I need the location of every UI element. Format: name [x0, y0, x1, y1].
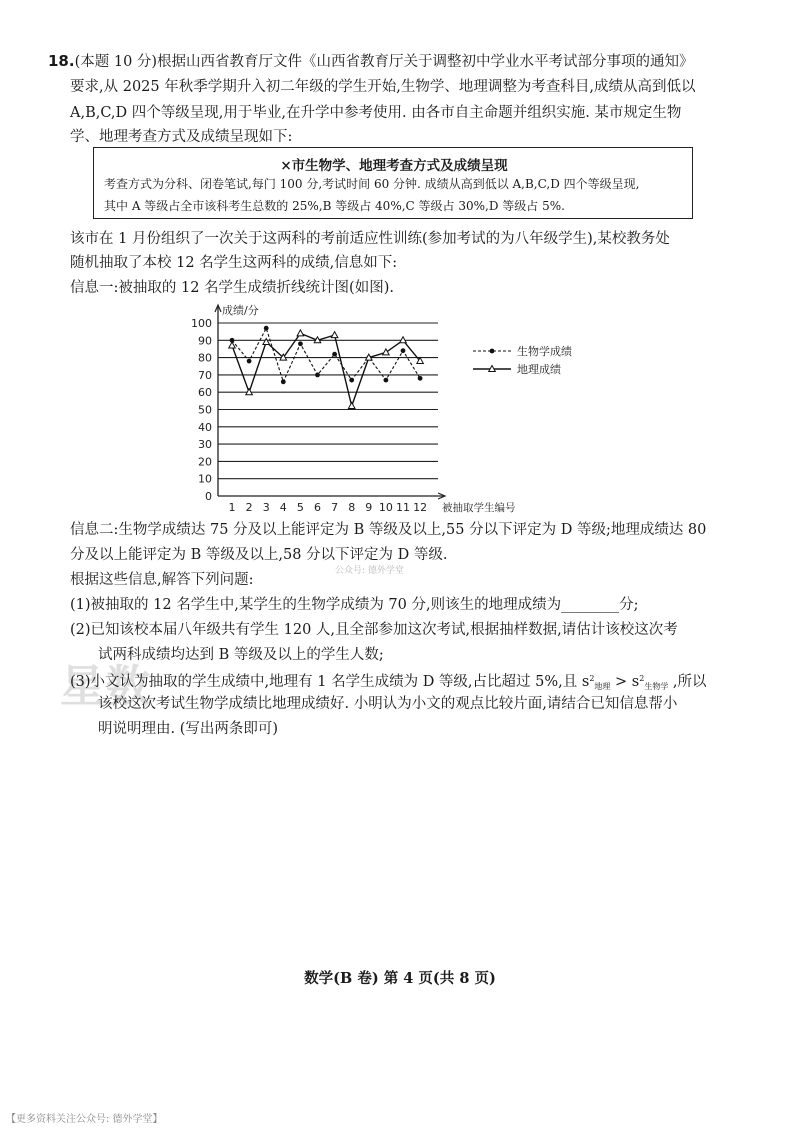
y-tick-label: 30	[198, 438, 212, 452]
subquestion-3-line-3: 明说明理由. (写出两条即可)	[98, 721, 279, 737]
x-tick-label: 6	[314, 501, 321, 514]
context-line-1: 该市在 1 月份组织了一次关于这两科的考前适应性训练(参加考试的为八年级学生),某校教务处	[70, 231, 670, 247]
rules-box-line-1: 考查方式为分科、闭卷笔试,每门 100 分,考试时间 60 分钟. 成绩从高到低以 A,B,C,D 四个等级呈现,	[104, 177, 640, 191]
y-tick-label: 70	[198, 368, 212, 382]
y-tick-label: 80	[198, 351, 212, 365]
subquestion-2-line-1: (2)已知该校本届八年级共有学生 120 人,且全部参加这次考试,根据抽样数据,请估计该校这次考	[70, 622, 678, 638]
data-point	[264, 326, 269, 331]
corner-note: 【更多资料关注公众号: 德外学堂】	[6, 1114, 163, 1125]
chart-grid	[218, 323, 438, 479]
data-point	[418, 376, 423, 381]
instruction-line: 根据这些信息,解答下列问题:	[70, 572, 254, 588]
watermark-logo: 星数	[60, 661, 152, 712]
x-tick-label: 9	[365, 501, 373, 514]
y-tick-label: 40	[198, 420, 212, 434]
y-tick-label: 0	[205, 490, 212, 503]
y-axis-label: 成绩/分	[222, 304, 259, 317]
question-number: 18.	[48, 52, 75, 70]
x-tick-label: 4	[279, 501, 287, 514]
info-two-line-1: 信息二:生物学成绩达 75 分及以上能评定为 B 等级及以上,55 分以下评定为 D 等级;地理成绩达 80	[70, 522, 707, 538]
exam-rules-box	[93, 147, 693, 219]
data-point	[281, 379, 286, 384]
data-point	[331, 332, 338, 338]
question-intro-line-3: A,B,C,D 四个等级呈现,用于毕业,在升学中参考使用. 由各市自主命题并组织实施. 某市规定生物	[70, 105, 682, 121]
watermark-text: 公众号: 德外学堂	[335, 566, 404, 576]
legend-label: 生物学成绩	[517, 345, 572, 358]
y-tick-label: 50	[198, 403, 212, 417]
subquestion-3-line-2: 该校这次考试生物学成绩比地理成绩好. 小明认为小文的观点比较片面,请结合已知信息帮小	[98, 696, 678, 712]
data-point	[349, 378, 354, 383]
data-point	[247, 359, 252, 364]
series-line-2	[232, 333, 420, 406]
question-intro-line-2: 要求,从 2025 年秋季学期升入初二年级的学生开始,生物学、地理调整为考查科目,成绩从高到低以	[70, 79, 696, 95]
subquestion-3-line-1: (3)小文认为抽取的学生成绩中,地理有 1 名学生成绩为 D 等级,占比超过 5%,且 $s^2_{地理} > s^2_{生物学}$ ,所以	[70, 674, 707, 691]
context-line-2: 随机抽取了本校 12 名学生这两科的成绩,信息如下:	[70, 255, 398, 271]
chart-axes	[215, 305, 445, 499]
x-tick-label: 1	[228, 501, 236, 514]
data-point	[315, 373, 320, 378]
x-tick-label: 11	[396, 501, 410, 514]
chart-ticks	[191, 317, 427, 514]
data-point	[401, 348, 406, 353]
data-point	[298, 341, 303, 346]
y-tick-label: 90	[198, 334, 212, 348]
chart-series	[229, 326, 424, 409]
y-tick-label: 100	[191, 317, 212, 330]
score-line-chart	[190, 300, 620, 520]
y-tick-label: 20	[198, 455, 212, 469]
x-tick-label: 2	[245, 501, 253, 514]
subquestion-1: (1)被抽取的 12 名学生中,某学生的生物学成绩为 70 分,则该生的地理成绩为________分;	[70, 597, 639, 613]
data-point	[263, 339, 270, 345]
data-point	[383, 349, 390, 355]
info-two-line-2: 分及以上能评定为 B 等级及以上,58 分以下评定为 D 等级.	[70, 547, 448, 563]
legend-marker	[490, 349, 495, 354]
series-line-1	[232, 328, 420, 382]
x-tick-label: 7	[331, 501, 339, 514]
info-one-line: 信息一:被抽取的 12 名学生成绩折线统计图(如图).	[70, 280, 394, 296]
legend-label: 地理成绩	[517, 363, 561, 376]
x-axis-label: 被抽取学生编号	[442, 502, 516, 514]
x-tick-label: 8	[348, 501, 356, 514]
x-tick-label: 10	[378, 501, 393, 514]
subquestion-2-line-2: 试两科成绩均达到 B 等级及以上的学生人数;	[98, 647, 384, 663]
x-tick-label: 12	[413, 501, 428, 514]
x-tick-label: 3	[262, 501, 270, 514]
rules-box-line-2: 其中 A 等级占全市该科考生总数的 25%,B 等级占 40%,C 等级占 30%,D 等级占 5%.	[104, 199, 565, 213]
data-point	[384, 378, 389, 383]
rules-box-title: ×市生物学、地理考查方式及成绩呈现	[280, 158, 508, 174]
y-tick-label: 10	[198, 472, 212, 486]
question-intro-line-1: 18.(本题 10 分)根据山西省教育厅文件《山西省教育厅关于调整初中学业水平考试部分事项的通知》	[48, 52, 694, 70]
data-point	[229, 342, 236, 348]
page-footer: 数学(B 卷) 第 4 页(共 8 页)	[304, 970, 496, 987]
y-tick-label: 60	[198, 386, 212, 400]
data-point	[297, 330, 304, 336]
data-point	[332, 352, 337, 357]
data-point	[348, 403, 355, 409]
question-intro-line-4: 学、地理考查方式及成绩呈现如下:	[70, 129, 293, 145]
x-tick-label: 5	[296, 501, 304, 514]
chart-legend	[473, 344, 572, 376]
